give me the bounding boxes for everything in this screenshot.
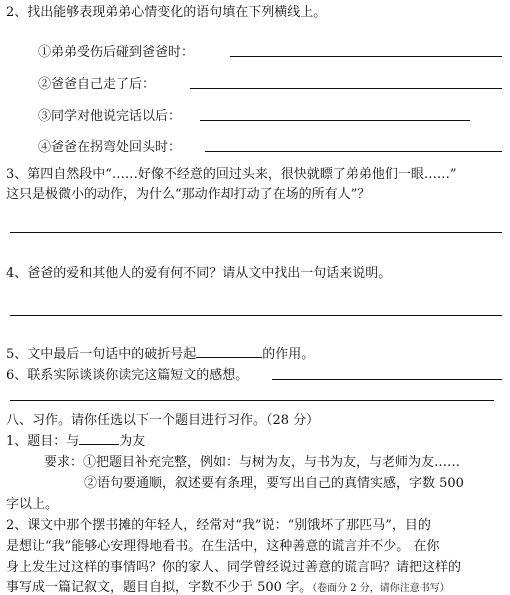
q2-title: 2、找出能够表现弟弟心情变化的语句填在下列横线上。 bbox=[6, 5, 327, 20]
topic2-line-1: 2、课文中那个摆书摊的年轻人，经常对“我”说：“别饿坏了那匹马”，目的 bbox=[6, 518, 431, 533]
q2-item-3: ③同学对他说完话以后： bbox=[38, 109, 182, 124]
q2-item-2: ②爸爸自己走了后： bbox=[38, 77, 156, 92]
q6-answer-line-1[interactable] bbox=[272, 379, 502, 380]
section8-heading: 八、习作。请你任选以下一个题目进行习作。（28 分） bbox=[6, 413, 320, 428]
q2-answer-line-2[interactable] bbox=[190, 88, 502, 89]
topic1-requirement-3: 字以上。 bbox=[6, 497, 59, 512]
topic1-requirement-1: 要求：①把题目补充完整，例如：与树为友，与书为友，与老师为友…… bbox=[44, 455, 461, 470]
topic1-requirement-2: ②语句要通顺，叙述要有条理，要写出自己的真情实感，字数 500 bbox=[84, 476, 464, 491]
topic1-blank[interactable] bbox=[79, 432, 119, 445]
topic2-note: （卷面分 2 分，请你注意书写） bbox=[312, 583, 450, 594]
q2-answer-line-1[interactable] bbox=[230, 56, 502, 57]
q4-text: 4、爸爸的爱和其他人的爱有何不同？请从文中找出一句话来说明。 bbox=[6, 266, 392, 281]
q5-line bbox=[6, 343, 314, 362]
q2-answer-line-4[interactable] bbox=[205, 151, 502, 152]
topic1-text-after: 为友 bbox=[119, 434, 146, 449]
q6-text: 6、联系实际谈谈你读完这篇短文的感想。 bbox=[6, 368, 249, 383]
q5-blank[interactable] bbox=[196, 345, 262, 358]
topic1-text-before: 1、题目：与 bbox=[6, 434, 80, 449]
topic2-line-4 bbox=[6, 576, 450, 595]
q2-item-4: ④爸爸在拐弯处回头时： bbox=[38, 140, 182, 155]
q3-line-1: 3、第四自然段中“……好像不经意的回过头来，很快就瞟了弟弟他们一眼……” bbox=[6, 167, 457, 182]
topic2-line-4-text: 事写成一篇记叙文，题目自拟，字数不少于 500 字。 bbox=[6, 580, 313, 595]
q2-answer-line-3[interactable] bbox=[200, 120, 470, 121]
q5-text-before: 5、文中最后一句话中的破折号起 bbox=[6, 347, 197, 362]
q3-answer-line[interactable] bbox=[10, 232, 502, 233]
q3-line-2: 这只是极微小的动作，为什么“那动作却打动了在场的所有人”？ bbox=[6, 187, 371, 202]
topic2-line-2: 是想让“我”能够心安理得地看书。在生活中，这种善意的谎言并不少。 在你 bbox=[6, 539, 440, 554]
q5-text-after: 的作用。 bbox=[262, 347, 315, 362]
topic2-line-3: 身上发生过这样的事情吗？你的家人、同学曾经说过善意的谎言吗？请把这样的 bbox=[6, 560, 462, 575]
q6-answer-line-2[interactable] bbox=[10, 400, 494, 401]
q2-item-1: ①弟弟受伤后碰到爸爸时： bbox=[38, 45, 195, 60]
q4-answer-line[interactable] bbox=[10, 315, 502, 316]
topic1-line bbox=[6, 430, 145, 449]
